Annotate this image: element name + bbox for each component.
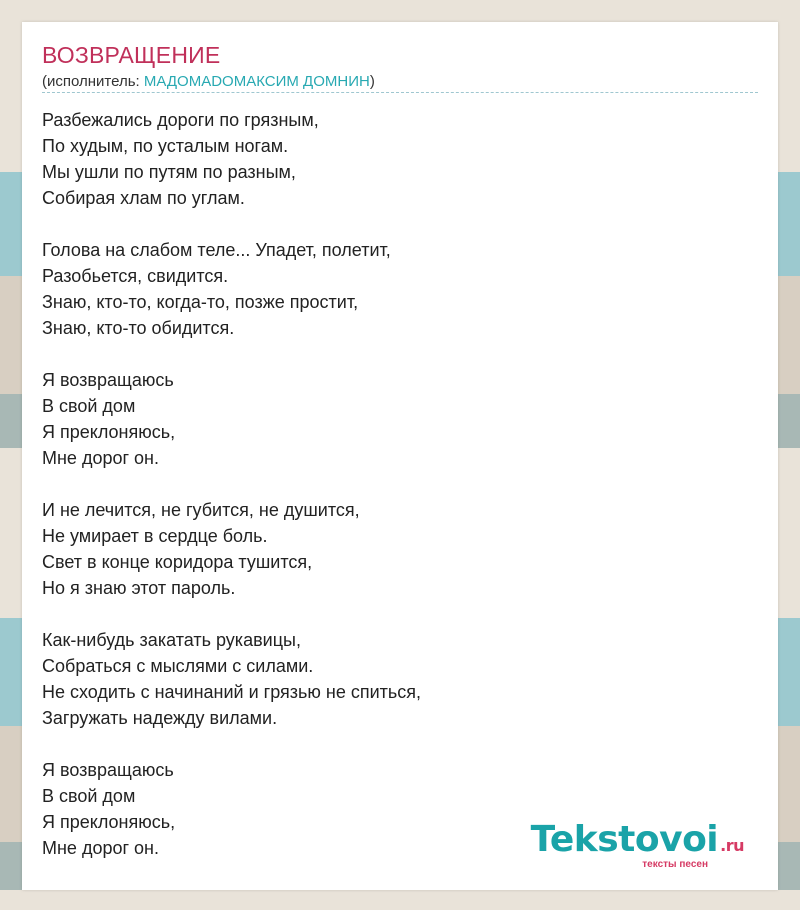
lyric-line: Я преклоняюсь,: [42, 422, 176, 442]
logo-wordmark: [531, 821, 744, 865]
lyric-line: Я возвращаюсь: [42, 370, 174, 390]
lyric-line: По худым, по усталым ногам.: [42, 136, 289, 156]
stanza: [42, 497, 742, 601]
performer-prefix: (исполнитель:: [42, 73, 144, 90]
lyric-line: Мне дорог он.: [42, 838, 159, 858]
lyrics-text: [42, 107, 742, 887]
stanza: [42, 367, 742, 471]
song-title: ВОЗВРАЩЕНИЕ: [42, 42, 221, 68]
logo-tagline: тексты песен: [642, 859, 708, 870]
lyric-line: Собраться с мыслями с силами.: [42, 656, 314, 676]
lyric-line: Разобьется, свидится.: [42, 266, 229, 286]
stanza: [42, 107, 742, 211]
lyric-line: Я возвращаюсь: [42, 760, 174, 780]
lyric-line: Как-нибудь закатать рукавицы,: [42, 630, 301, 650]
lyric-line: Знаю, кто-то обидится.: [42, 318, 235, 338]
lyric-line: Мы ушли по путям по разным,: [42, 162, 296, 182]
site-logo[interactable]: [531, 821, 744, 870]
title-divider: [42, 92, 758, 93]
lyric-line: Собирая хлам по углам.: [42, 188, 245, 208]
lyric-line: Свет в конце коридора тушится,: [42, 552, 313, 572]
performer-line: [42, 73, 375, 90]
lyric-line: Загружать надежду вилами.: [42, 708, 278, 728]
lyric-line: Голова на слабом теле... Упадет, полетит,: [42, 240, 391, 260]
stanza: [42, 627, 742, 731]
lyric-line: Не умирает в сердце боль.: [42, 526, 268, 546]
lyric-line: Не сходить с начинаний и грязью не спиться,: [42, 682, 422, 702]
lyric-line: И не лечится, не губится, не душится,: [42, 500, 360, 520]
lyric-line: В свой дом: [42, 396, 136, 416]
lyric-line: Мне дорог он.: [42, 448, 159, 468]
lyric-line: В свой дом: [42, 786, 136, 806]
logo-domain: .ru: [720, 836, 744, 855]
lyric-line: Знаю, кто-то, когда-то, позже простит,: [42, 292, 359, 312]
performer-link[interactable]: МАДОМАDОМАКСИМ ДОМНИН: [143, 73, 370, 90]
lyric-line: Я преклоняюсь,: [42, 812, 176, 832]
lyric-line: Но я знаю этот пароль.: [42, 578, 236, 598]
lyric-line: Разбежались дороги по грязным,: [42, 110, 319, 130]
logo-name: Tekstovoi: [530, 819, 719, 860]
performer-suffix: ): [369, 73, 375, 90]
lyrics-card: [22, 22, 778, 890]
stanza: [42, 237, 742, 341]
